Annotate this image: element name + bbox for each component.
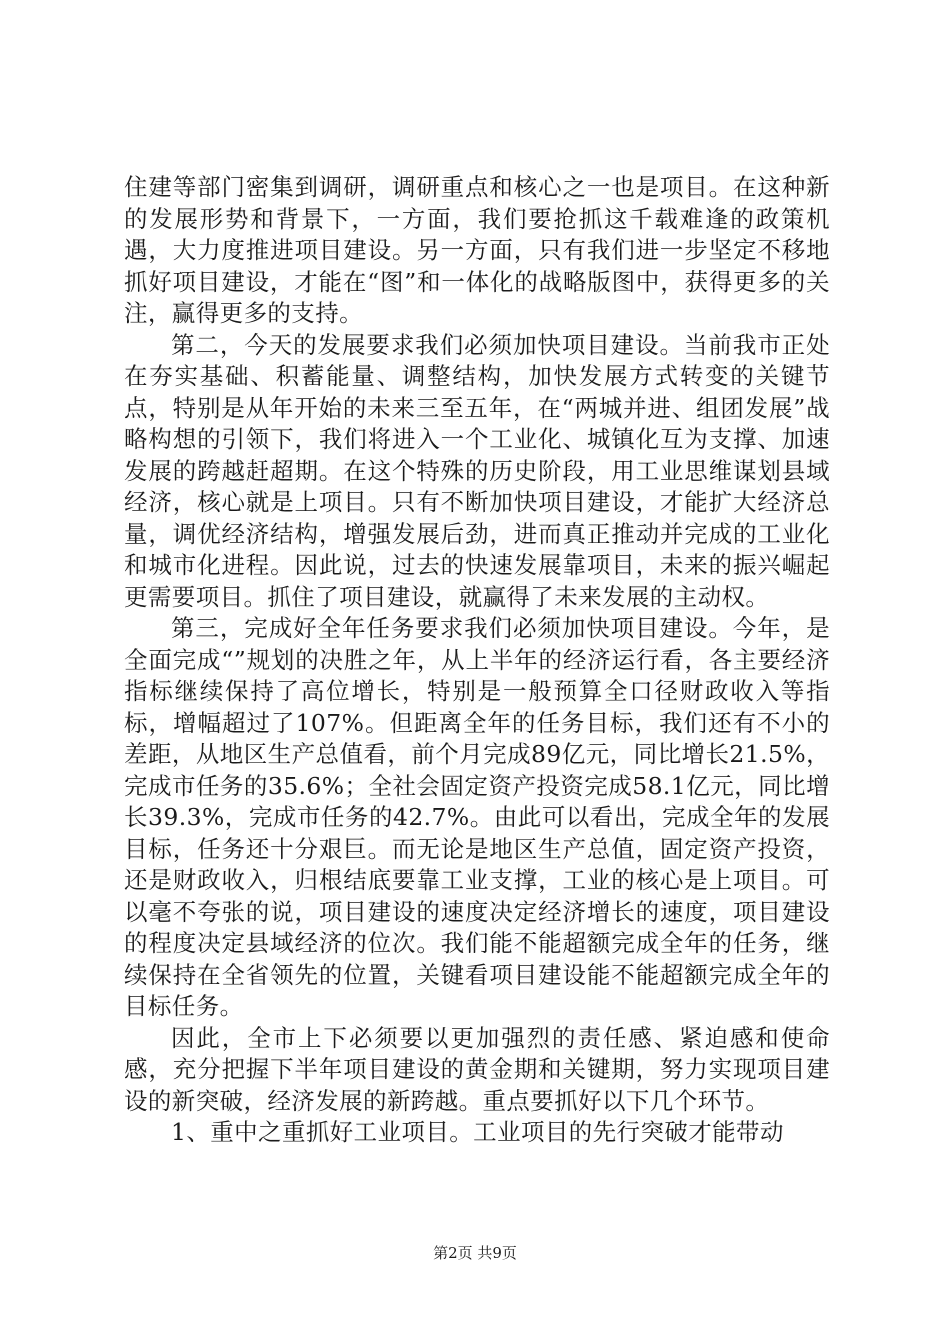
page-footer (0, 1243, 950, 1263)
page-indicator: 第2页 共9页 (433, 1244, 517, 1262)
paragraph-second-point: 第二，今天的发展要求我们必须加快项目建设。当前我市正处在夯实基础、积蓄能量、调整结构，加快发展方式转变的关键节点，特别是从年开始的未来三至五年，在“两城并进、组团发展”战略构想的引领下，我们将进入一个工业化、城镇化互为支撑、加速发展的跨越赶超期。在这个特殊的历史阶段，用工业思维谋划县域经济，核心就是上项目。只有不断加快项目建设，才能扩大经济总量，调优经济结构，增强发展后劲，进而真正推动并完成的工业化和城市化进程。因此说，过去的快速发展靠项目，未来的振兴崛起更需要项目。抓住了项目建设，就赢得了未来发展的主动权。 (124, 330, 830, 611)
document-body (124, 172, 830, 1149)
paragraph-continued: 住建等部门密集到调研，调研重点和核心之一也是项目。在这种新的发展形势和背景下，一方面，我们要抢抓这千载难逢的政策机遇，大力度推进项目建设。另一方面，只有我们进一步坚定不移地抓好项目建设，才能在“图”和一体化的战略版图中，获得更多的关注，赢得更多的支持。 (124, 173, 830, 327)
paragraph-item-1: 1、重中之重抓好工业项目。工业项目的先行突破才能带动 (171, 1118, 784, 1146)
paragraph-third-point: 第三，完成好全年任务要求我们必须加快项目建设。今年，是全面完成“”规划的决胜之年，从上半年的经济运行看，各主要经济指标继续保持了高位增长，特别是一般预算全口径财政收入等指标，增幅超过了107%。但距离全年的任务目标，我们还有不小的差距，从地区生产总值看，前个月完成89亿元，同比增长21.5%，完成市任务的35.6%；全社会固定资产投资完成58.1亿元，同比增长39.3%，完成市任务的42.7%。由此可以看出，完成全年的发展目标，任务还十分艰巨。而无论是地区生产总值，固定资产投资，还是财政收入，归根结底要靠工业支撑，工业的核心是上项目。可以毫不夸张的说，项目建设的速度决定经济增长的速度，项目建设的程度决定县域经济的位次。我们能不能超额完成全年的任务，继续保持在全省领先的位置，关键看项目建设能不能超额完成全年的目标任务。 (124, 614, 830, 1020)
paragraph-conclusion: 因此，全市上下必须要以更加强烈的责任感、紧迫感和使命感，充分把握下半年项目建设的黄金期和关键期，努力实现项目建设的新突破，经济发展的新跨越。重点要抓好以下几个环节。 (124, 1023, 830, 1115)
